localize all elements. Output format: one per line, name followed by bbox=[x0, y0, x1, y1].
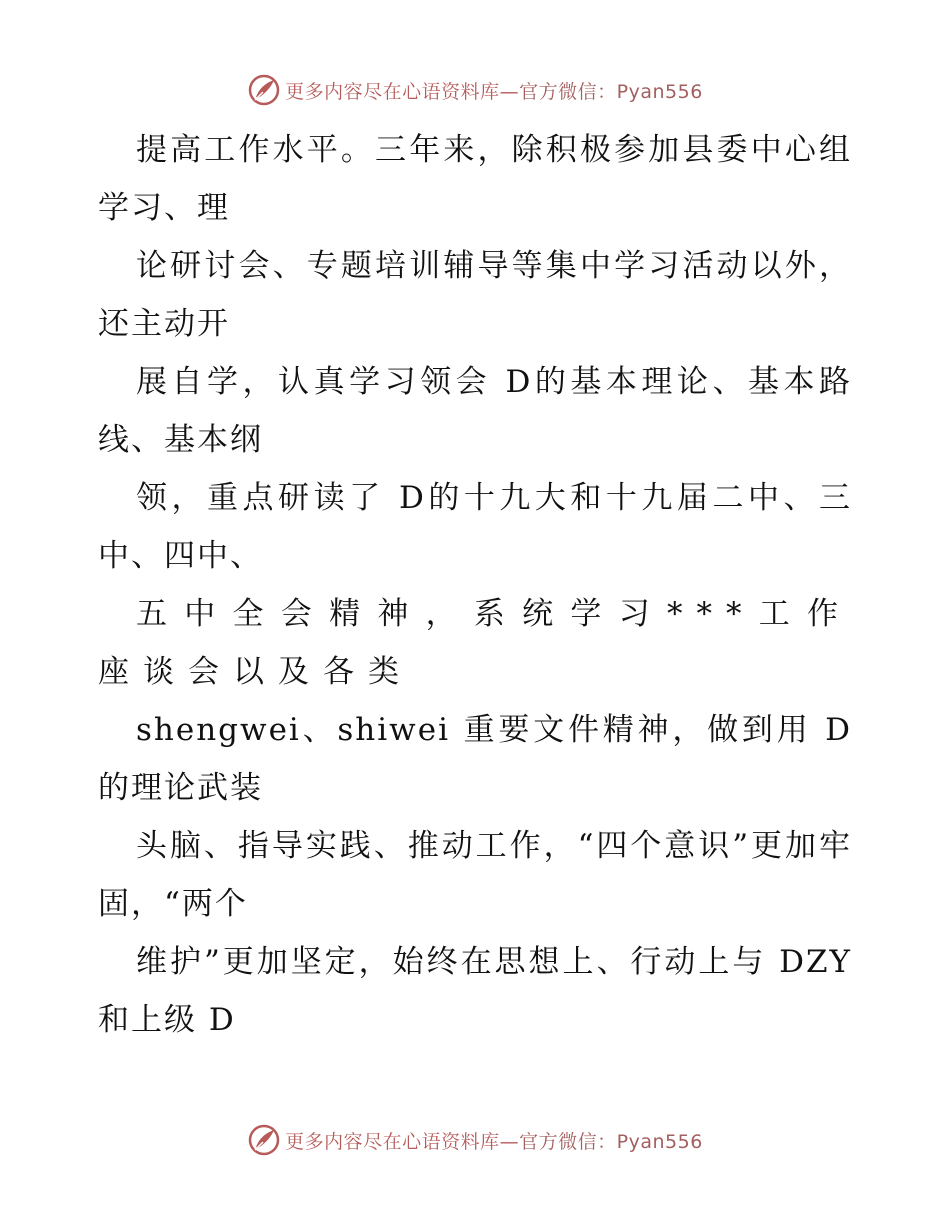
header-watermark bbox=[0, 70, 950, 110]
paragraph-2: 论研讨会、专题培训辅导等集中学习活动以外，还主动开 bbox=[98, 248, 852, 342]
paragraph-1: 提高工作水平。三年来，除积极参加县委中心组学习、理 bbox=[98, 132, 852, 226]
watermark-site-text: 更多内容尽在心语资料库— bbox=[285, 80, 520, 103]
paragraph-4: 领，重点研读了 D的十九大和十九届二中、三中、四中、 bbox=[98, 480, 852, 574]
feather-pen-logo-icon bbox=[247, 1123, 281, 1157]
footer-watermark bbox=[0, 1120, 950, 1160]
watermark-wechat-text: 官方微信：Pyan556 bbox=[519, 1130, 703, 1153]
paragraph-7: 头脑、指导实践、推动工作，“四个意识”更加牢固，“两个 bbox=[98, 828, 852, 922]
paragraph-3: 展自学，认真学习领会 D的基本理论、基本路线、基本纲 bbox=[98, 364, 852, 458]
paragraph-6: shengwei、shiwei 重要文件精神，做到用 D的理论武装 bbox=[98, 712, 852, 806]
watermark-site-text: 更多内容尽在心语资料库— bbox=[285, 1130, 520, 1153]
feather-pen-logo-icon bbox=[247, 73, 281, 107]
watermark-wechat-text: 官方微信：Pyan556 bbox=[519, 80, 703, 103]
paragraph-8: 维护”更加坚定，始终在思想上、行动上与 DZY和上级 D bbox=[98, 944, 852, 1038]
paragraph-5: 五中全会精神，系统学习***工作座谈会以及各类 bbox=[98, 596, 852, 690]
document-body bbox=[98, 121, 852, 1049]
